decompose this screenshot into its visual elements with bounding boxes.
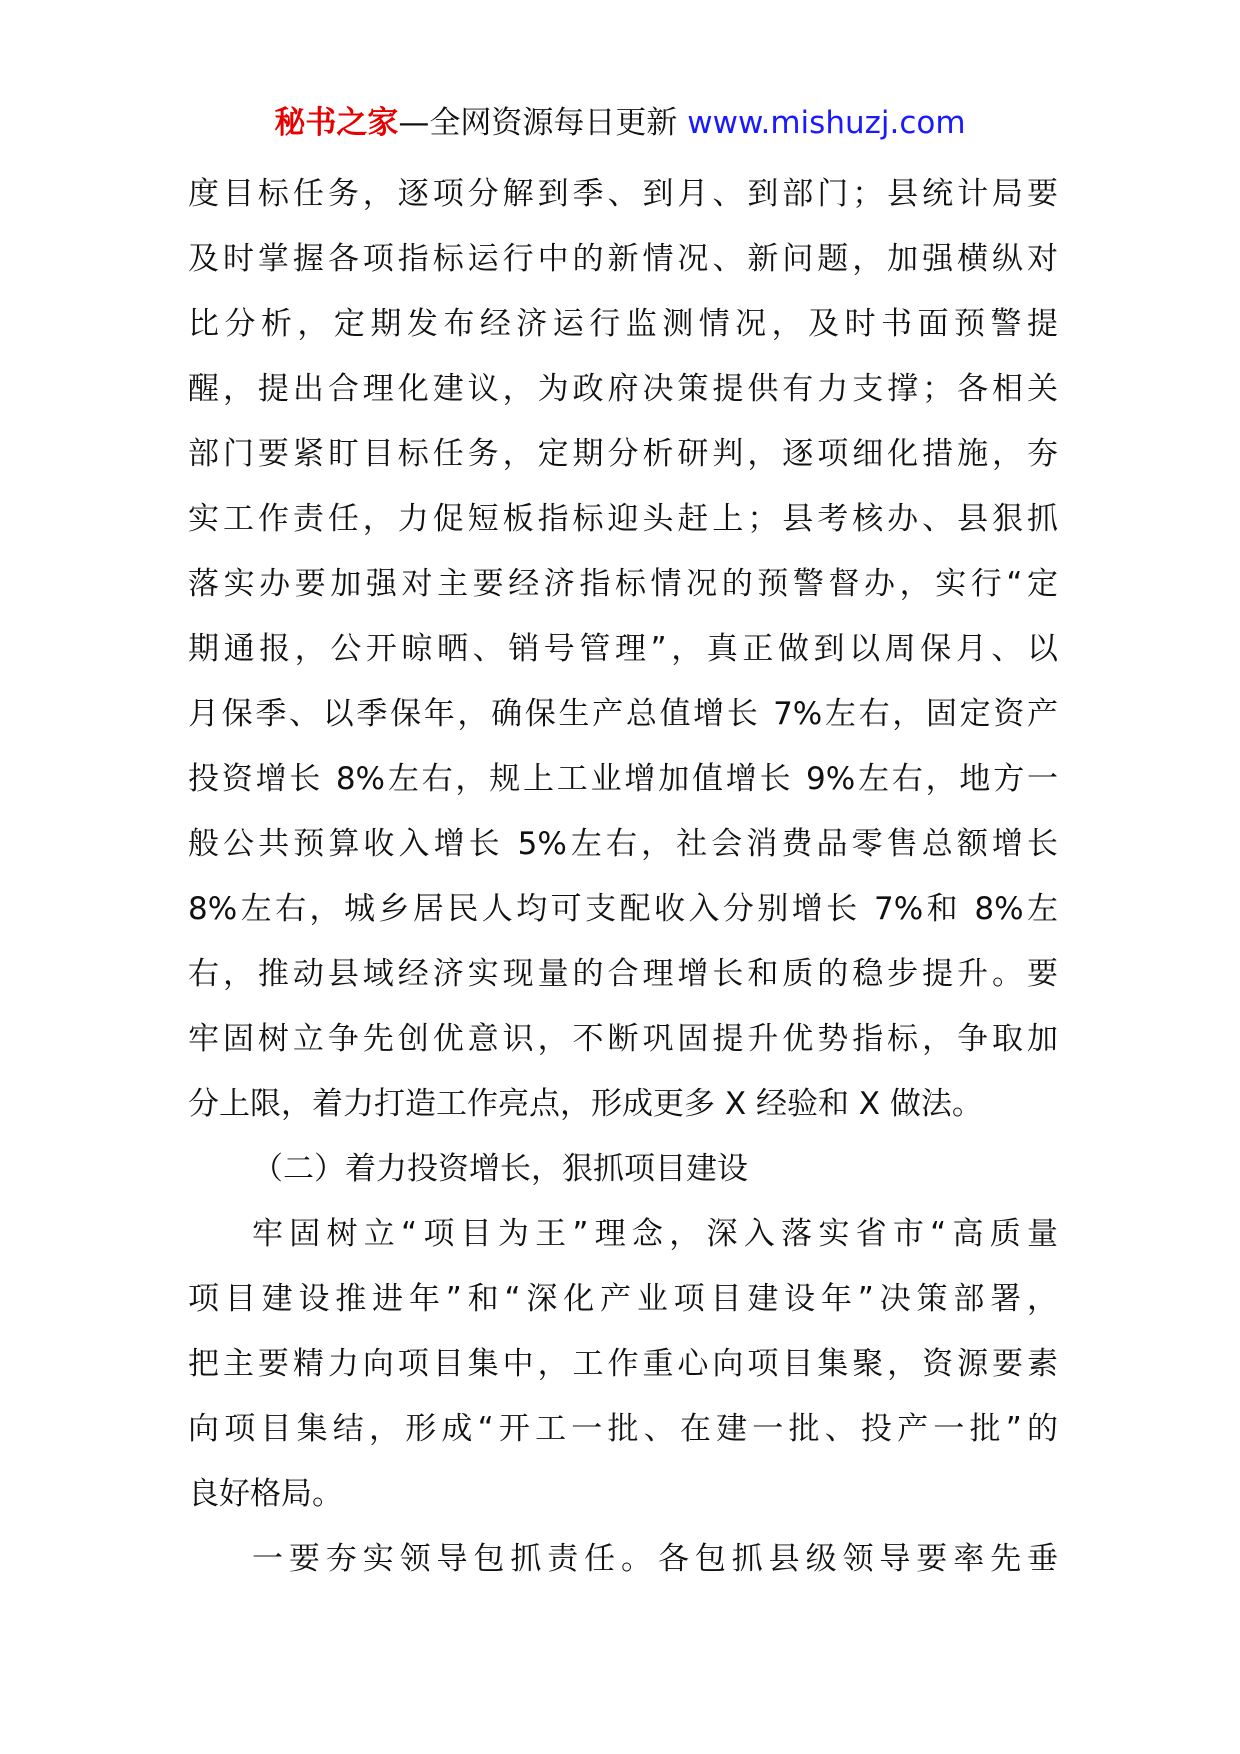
page-header xyxy=(0,100,1240,146)
text-line: 月保季、以季保年，确保生产总值增长 7%左右，固定资产 xyxy=(188,696,1058,732)
text-line: 期通报，公开晾晒、销号管理”，真正做到以周保月、以 xyxy=(188,631,1058,667)
text-line: 度目标任务，逐项分解到季、到月、到部门；县统计局要 xyxy=(188,176,1058,212)
text-line: 部门要紧盯目标任务，定期分析研判，逐项细化措施，夯 xyxy=(188,436,1058,472)
section-heading: （二）着力投资增长，狠抓项目建设 xyxy=(252,1151,748,1187)
text-line: 牢固树立“项目为王”理念，深入落实省市“高质量 xyxy=(252,1216,1058,1252)
text-line: 落实办要加强对主要经济指标情况的预警督办，实行“定 xyxy=(188,566,1058,602)
text-line: 比分析，定期发布经济运行监测情况，及时书面预警提 xyxy=(188,306,1058,342)
brand-name: 秘书之家 xyxy=(274,105,399,141)
site-url-link[interactable]: www.mishuzj.com xyxy=(687,105,966,141)
text-line: 把主要精力向项目集中，工作重心向项目集聚，资源要素 xyxy=(188,1346,1058,1382)
text-line: 分上限，着力打造工作亮点，形成更多 X 经验和 X 做法。 xyxy=(188,1086,983,1122)
document-body xyxy=(188,162,1058,1592)
text-line: 良好格局。 xyxy=(188,1476,343,1512)
text-line: 投资增长 8%左右，规上工业增加值增长 9%左右，地方一 xyxy=(188,761,1058,797)
text-line: 一要夯实领导包抓责任。各包抓县级领导要率先垂 xyxy=(252,1541,1058,1577)
text-line: 右，推动县域经济实现量的合理增长和质的稳步提升。要 xyxy=(188,956,1058,992)
text-line: 醒，提出合理化建议，为政府决策提供有力支撑；各相关 xyxy=(188,371,1058,407)
text-line: 实工作责任，力促短板指标迎头赶上；县考核办、县狠抓 xyxy=(188,501,1058,537)
header-tagline: —全网资源每日更新 xyxy=(398,105,688,141)
text-line: 向项目集结，形成“开工一批、在建一批、投产一批”的 xyxy=(188,1411,1058,1447)
text-line: 项目建设推进年”和“深化产业项目建设年”决策部署， xyxy=(188,1281,1058,1317)
text-line: 8%左右，城乡居民人均可支配收入分别增长 7%和 8%左 xyxy=(188,891,1058,927)
text-line: 牢固树立争先创优意识，不断巩固提升优势指标，争取加 xyxy=(188,1021,1058,1057)
text-line: 般公共预算收入增长 5%左右，社会消费品零售总额增长 xyxy=(188,826,1058,862)
text-line: 及时掌握各项指标运行中的新情况、新问题，加强横纵对 xyxy=(188,241,1058,277)
